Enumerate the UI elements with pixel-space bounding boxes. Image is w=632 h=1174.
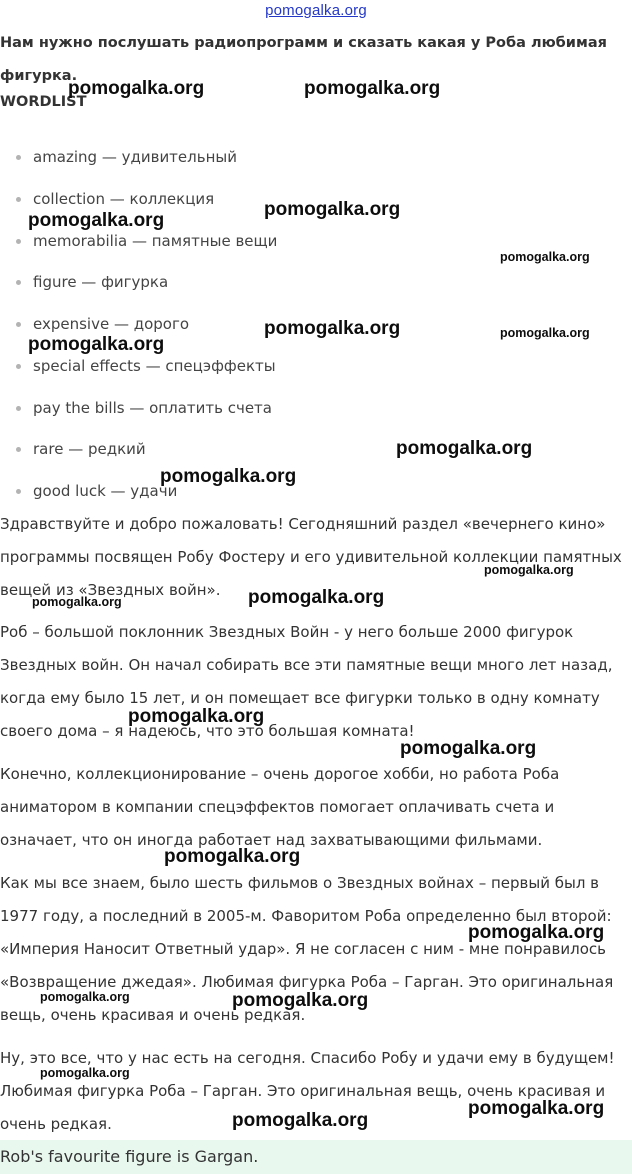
watermark: pomogalka.org: [28, 210, 165, 231]
watermark: pomogalka.org: [500, 326, 590, 340]
watermark: pomogalka.org: [40, 1066, 130, 1080]
watermark: pomogalka.org: [304, 78, 441, 99]
watermark: pomogalka.org: [164, 846, 301, 867]
wordlist-item: figure — фигурка: [0, 261, 277, 303]
paragraph-hobby: Конечно, коллекционирование – очень дорогое хобби, но работа Роба аниматором в компании спецэффектов помогает оплачивать счета и означает, что он иногда работает над захватывающими фильмами.: [0, 765, 560, 849]
paragraph-closing: Ну, это все, что у нас есть на сегодня. Спасибо Робу и удачи ему в будущем!: [0, 1049, 615, 1067]
watermark: pomogalka.org: [248, 587, 385, 608]
wordlist-item: special effects — спецэффекты: [0, 345, 277, 387]
watermark: pomogalka.org: [68, 78, 205, 99]
intro-heading: Нам нужно послушать радиопрограмм и сказать какая у Роба любимая фигурка.: [0, 35, 607, 84]
wordlist-item: amazing — удивительный: [0, 136, 277, 178]
wordlist: [0, 136, 277, 512]
watermark: pomogalka.org: [32, 595, 122, 609]
watermark: pomogalka.org: [468, 1098, 605, 1119]
watermark: pomogalka.org: [468, 922, 605, 943]
paragraph-intro: Здравствуйте и добро пожаловать! Сегодняшний раздел «вечернего кино» программы посвящен Робу Фостеру и его удивительной коллекции памятных вещей из «Звездных войн».: [0, 515, 622, 599]
answer-box: Rob's favourite figure is Gargan.: [0, 1140, 632, 1174]
wordlist-item: good luck — удачи: [0, 470, 277, 512]
watermark: pomogalka.org: [232, 990, 369, 1011]
watermark: pomogalka.org: [232, 1110, 369, 1131]
wordlist-item: pay the bills — оплатить счета: [0, 387, 277, 429]
header-watermark: pomogalka.org: [265, 2, 367, 19]
wordlist-title: WORDLIST: [0, 94, 87, 110]
watermark: pomogalka.org: [264, 318, 401, 339]
wordlist-item: memorabilia — памятные вещи: [0, 220, 277, 262]
watermark: pomogalka.org: [40, 990, 130, 1004]
wordlist-item: collection — коллекция: [0, 178, 277, 220]
watermark: pomogalka.org: [160, 466, 297, 487]
watermark: pomogalka.org: [400, 738, 537, 759]
wordlist-item: expensive — дорого: [0, 303, 277, 345]
watermark: pomogalka.org: [396, 438, 533, 459]
watermark: pomogalka.org: [28, 334, 165, 355]
watermark: pomogalka.org: [500, 250, 590, 264]
watermark: pomogalka.org: [264, 199, 401, 220]
paragraph-summary: Любимая фигурка Роба – Гарган. Это оригинальная вещь, очень красивая и очень редкая.: [0, 1082, 606, 1133]
watermark: pomogalka.org: [484, 563, 574, 577]
paragraph-films: Как мы все знаем, было шесть фильмов о Звездных войнах – первый был в 1977 году, а последний в 2005-м. Фаворитом Роба определенно был второй: «Империя Наносит Ответный удар». Я не согласен с ним - мне понравилось «Возвращение джедая». Любимая фигурка Роба – Гарган. Это оригинальная вещь, очень красивая и очень редкая.: [0, 874, 614, 1024]
paragraph-collection: Роб – большой поклонник Звездных Войн - у него больше 2000 фигурок Звездных войн. Он начал собирать все эти памятные вещи много лет назад, когда ему было 15 лет, и он помещает все фигурки только в одну комнату своего дома – я надеюсь, что это большая комната!: [0, 623, 613, 740]
watermark: pomogalka.org: [128, 706, 265, 727]
wordlist-item: rare — редкий: [0, 428, 277, 470]
